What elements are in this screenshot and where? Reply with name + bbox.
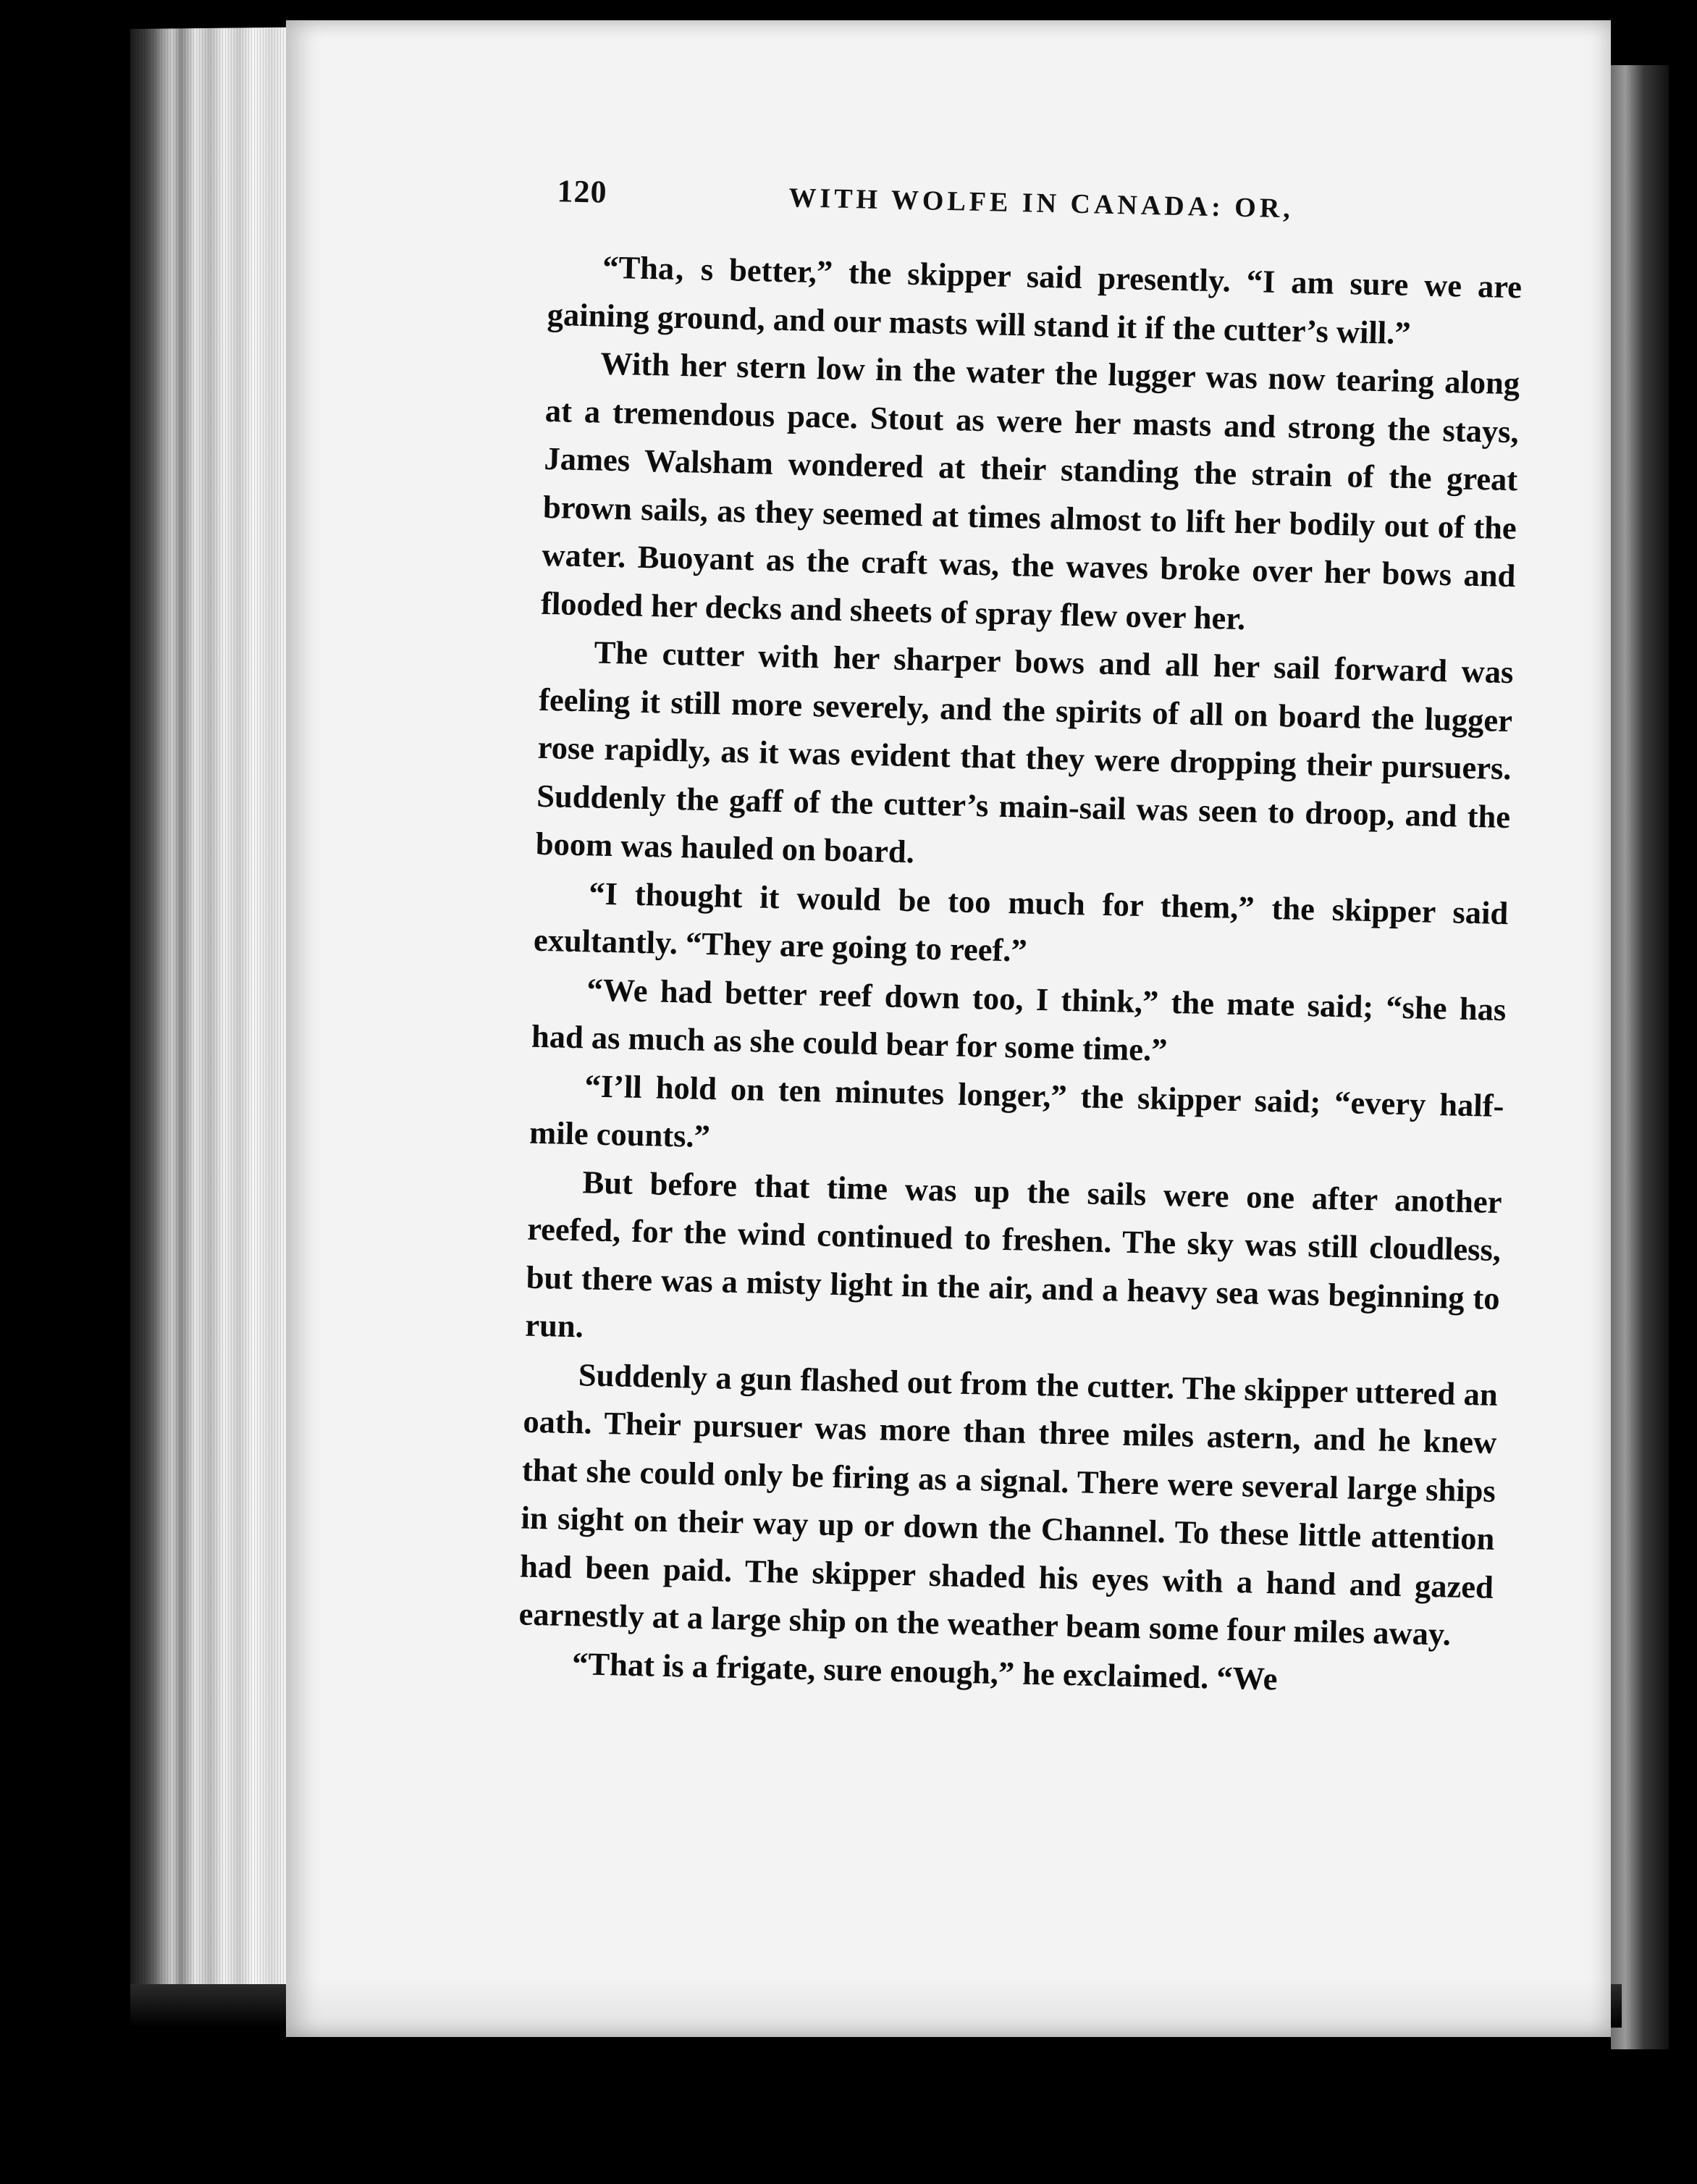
right-page-edge	[1611, 65, 1669, 2049]
paragraph: But before that time was up the sails were one after another reefed, for the wind continued to freshen. The sky was still cloudless, but there was a misty light in the air, and a heavy sea was beginning to run.	[524, 1163, 1502, 1345]
paragraph: “I thought it would be too much for them,” the skipper said exultantly. “They are going to reef.”	[533, 874, 1509, 969]
paragraph: “That is a frigate, sure enough,” he exclaimed. “We	[571, 1645, 1278, 1697]
page-shade	[286, 1979, 1611, 2037]
page-content	[286, 20, 1611, 2037]
paragraph: “We had better reef down too, I think,” the mate said; “she has had as much as she could bear for some time.”	[531, 970, 1507, 1068]
paragraph: Suddenly a gun flashed out from the cutter. The skipper uttered an oath. Their pursuer was more than three miles astern, and he knew that she could only be firing as a signal. There were several large ships in sight on their way up or down the Channel. To these little attention had been paid. The skipper shaded his eyes with a hand and gazed earnestly at a large ship on the weather beam some four miles away.	[518, 1356, 1499, 1652]
paragraph: “Tha‚ s better,” the skipper said presently. “I am sure we are gaining ground, and our masts will stand it if the cutter’s will.”	[547, 248, 1523, 351]
paragraph: With her stern low in the water the lugger was now tearing along at a tremendous pace. Stout as were her masts and strong the stays, James Walsham wondered at their standing the strain of the great brown sails, as they seemed at times almost to lift her bodily out of the water. Buoyant as the craft was, the waves broke over her bows and flooded her decks and sheets of spray flew over her.	[540, 345, 1520, 637]
paragraph: “I’ll hold on ten minutes longer,” the skipper said; “every half-mile counts.”	[529, 1067, 1504, 1155]
running-title: WITH WOLFE IN CANADA: OR,	[788, 182, 1294, 224]
body-text	[518, 242, 1523, 1708]
page-header	[557, 172, 1611, 243]
page-number: 120	[557, 173, 608, 210]
page-edges	[130, 28, 297, 2013]
book-page	[286, 20, 1611, 2037]
paragraph: The cutter with her sharper bows and all her sail forward was feeling it still more severely, and the spirits of all on board the lugger rose rapidly, as it was evident that they were dropping their pursuers. Suddenly the gaff of the cutter’s main-sail was seen to droop, and the boom was hauled on board.	[535, 634, 1514, 870]
